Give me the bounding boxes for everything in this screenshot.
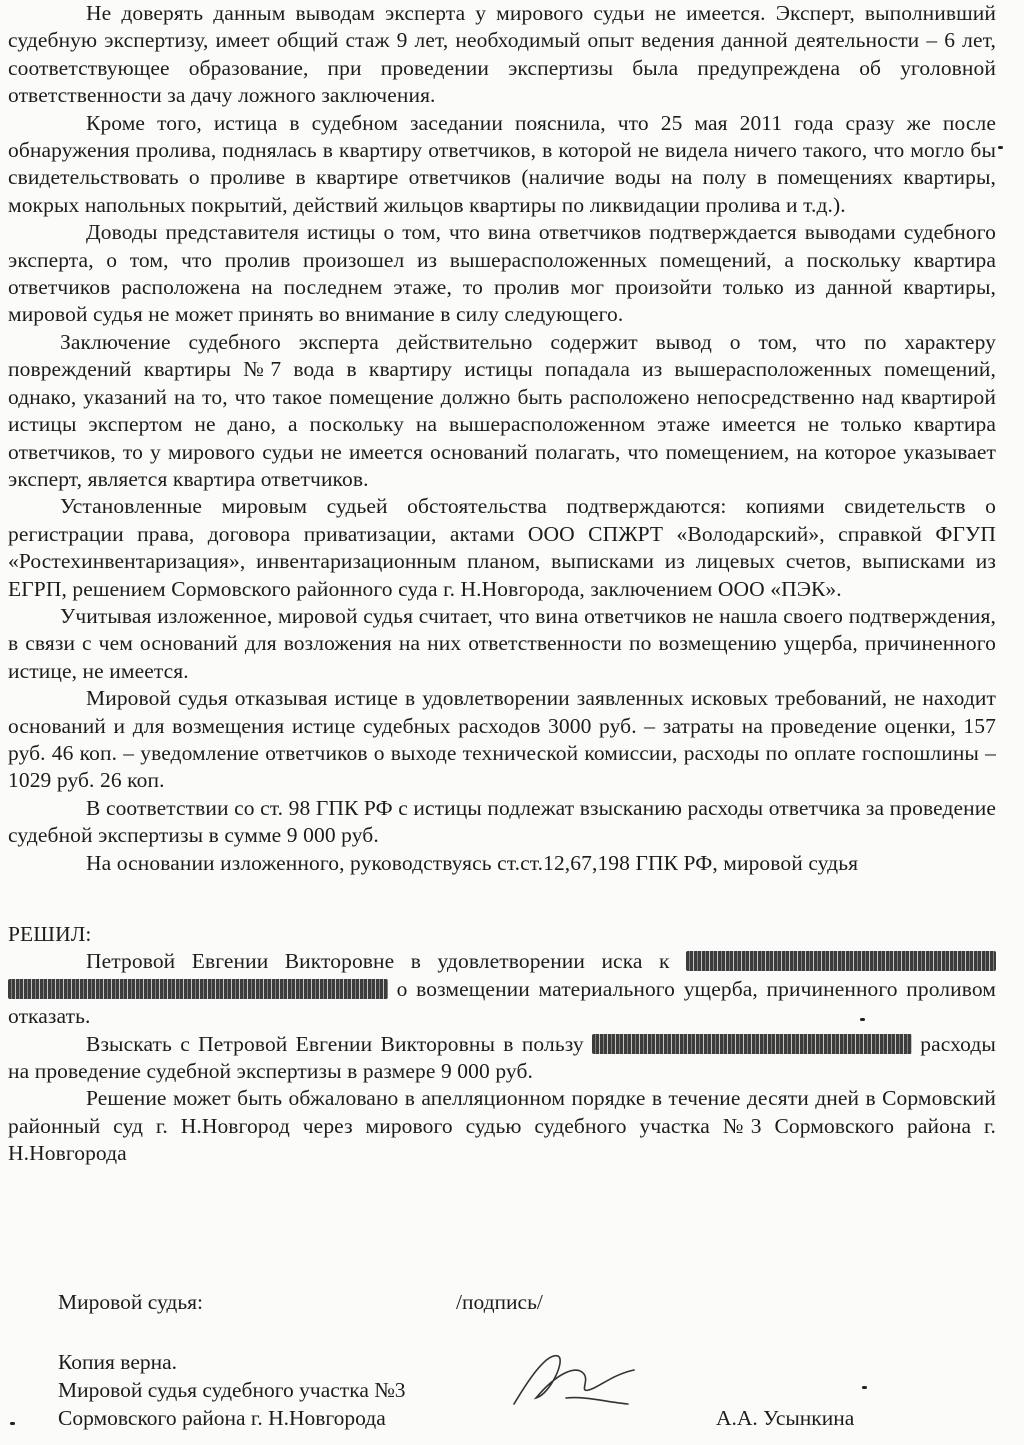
court-line-1: Мировой судья судебного участка №3 bbox=[58, 1378, 406, 1402]
scan-speck bbox=[860, 1018, 865, 1021]
paragraph-grounds: На основании изложенного, руководствуясь ст.ст.12,67,198 ГПК РФ, мировой судья bbox=[86, 850, 859, 875]
paragraph-refusal-costs: Мировой судья отказывая истице в удовлетворении заявленных исковых требований, не находит оснований и для возмещения истице судебных расходов 3000 руб. – затраты на проведение оценки, 157 руб. 46 коп. – уведомление ответчиков о выходе технической комиссии, расходы по оплате госпошлины – 1029 руб. 26 коп. bbox=[8, 686, 996, 793]
scan-speck bbox=[862, 1386, 867, 1389]
paragraph-expert-trust: Не доверять данным выводам эксперта у мирового судьи не имеется. Эксперт, выполнивший судебную экспертизу, имеет общий стаж 9 лет, необходимый опыт ведения данной деятельности – 6 лет, соответствующее образование, при проведении экспертизы была предупреждена об уголовной ответственности за дачу ложного заключения. bbox=[8, 1, 996, 108]
decision-heading: РЕШИЛ: bbox=[8, 922, 92, 946]
paragraph-evidence: Установленные мировым судьей обстоятельства подтверждаются: копиями свидетельств о регистрации права, договора приватизации, актами ООО СПЖРТ «Володарский», справкой ФГУП «Ростехинвентаризация», инвентаризационным планом, выписками из лицевых счетов, выписками из ЕГРП, решением Сормовского районного суда г. Н.Новгорода, заключением ООО «ПЭК». bbox=[8, 494, 996, 601]
paragraph-considering: Учитывая изложенное, мировой судья считает, что вина ответчиков не нашла своего подтверждения, в связи с чем оснований для возложения на них ответственности по возмещению ущерба, причиненного истице, не имеется. bbox=[8, 603, 996, 683]
copy-certification bbox=[58, 1348, 406, 1432]
decision-1-end: о возмещении материального ущерба, причиненного проливом отказать. bbox=[8, 976, 996, 1029]
decision-1-start: Петровой Евгении Викторовне в удовлетворении иска к bbox=[86, 949, 670, 974]
decision-paragraph-2 bbox=[8, 1031, 996, 1086]
redacted-name bbox=[686, 951, 996, 971]
judge-label: Мировой судья: bbox=[58, 1290, 204, 1314]
signature-area bbox=[58, 1288, 988, 1430]
decision-2-end: расходы на проведение судебной экспертизы в размере 9 000 руб. bbox=[8, 1031, 996, 1084]
decision-paragraph-1 bbox=[8, 948, 996, 1030]
redacted-name bbox=[8, 979, 388, 999]
signature-placeholder: /подпись/ bbox=[456, 1290, 543, 1314]
court-line-2: Сормовского района г. Н.Новгорода bbox=[58, 1406, 386, 1430]
scan-speck bbox=[10, 1422, 15, 1425]
paragraph-expert-conclusion: Заключение судебного эксперта действительно содержит вывод о том, что по характеру повреждений квартиры №7 вода в квартиру истицы попадала из вышерасположенных помещений, однако, указаний на то, что такое помещение должно быть расположено непосредственно над квартирой истицы экспертом не дано, а поскольку на вышерасположенном этаже имеется не только квартира ответчиков, то у мирового судьи не имеется оснований полагать, что помещением, на которое указывает эксперт, является квартира ответчиков. bbox=[8, 329, 996, 491]
paragraph-plaintiff-explanation: Кроме того, истица в судебном заседании пояснила, что 25 мая 2011 года сразу же после обнаружения пролива, поднялась в квартиру ответчиков, в которой не видела ничего такого, что могло бы свидетельствовать о проливе в квартире ответчиков (наличие воды на полу в помещениях квартиры, мокрых напольных покрытий, действий жильцов квартиры по ликвидации пролива и т.д.). bbox=[8, 110, 996, 217]
decision-paragraph-3: Решение может быть обжаловано в апелляционном порядке в течение десяти дней в Сормовский районный суд г. Н.Новгород через мирового судью судебного участка №3 Сормовского района г. Н.Новгорода bbox=[8, 1086, 996, 1166]
paragraph-art98: В соответствии со ст. 98 ГПК РФ с истицы подлежат взысканию расходы ответчика за проведение судебной экспертизы в сумме 9 000 руб. bbox=[8, 795, 996, 848]
judge-name: А.А. Усынкина bbox=[716, 1406, 855, 1430]
document-body bbox=[8, 0, 996, 1168]
decision-2-start: Взыскать с Петровой Евгении Викторовны в пользу bbox=[86, 1031, 584, 1056]
copy-true-label: Копия верна. bbox=[58, 1350, 178, 1374]
handwritten-signature-icon bbox=[506, 1344, 646, 1416]
redacted-name bbox=[592, 1034, 912, 1054]
scan-speck bbox=[998, 146, 1003, 149]
paragraph-representative-arguments: Доводы представителя истицы о том, что вина ответчиков подтверждается выводами судебного эксперта, о том, что пролив произошел из вышерасположенных помещений, а поскольку квартира ответчиков расположена на последнем этаже, то пролив мог произойти только из данной квартиры, мировой судья не может принять во внимание в силу следующего. bbox=[8, 220, 996, 327]
